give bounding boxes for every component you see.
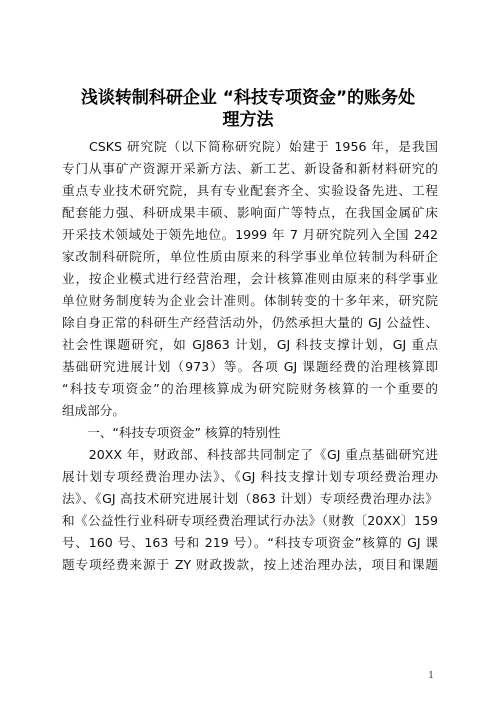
body-line: 号、160 号、163 号和 219 号）。“科技专项资金”核算的 GJ 课	[62, 535, 438, 550]
body-line: 家改制科研院所，单位性质由原来的科学事业单位转制为科研企	[62, 249, 438, 264]
title-line-1: 浅谈转制科研企业 “科技专项资金”的账务处	[80, 88, 416, 108]
body-line: 社会性课题研究，如 GJ863 计划，GJ 科技支撑计划，GJ 重点	[62, 337, 438, 352]
body-line: “科技专项资金”的治理核算成为研究院财务核算的一个重要的	[62, 381, 438, 396]
body-line: 组成部分。	[62, 403, 125, 418]
body-line: 和《公益性行业科研专项经费治理试行办法》（财教〔20XX〕159	[62, 513, 438, 528]
body-line: 重点专业技术研究院，具有专业配套齐全、实验设备先进、工程	[62, 183, 438, 198]
body-line: 法》、《GJ 高技术研究进展计划（863 计划）专项经费治理办法》	[62, 491, 438, 506]
page-number: 1	[428, 671, 434, 681]
document-title	[60, 87, 436, 131]
title-line-2: 理方法	[222, 110, 274, 130]
body-line: 除自身正常的科研生产经营活动外，仍然承担大量的 GJ 公益性、	[62, 315, 438, 330]
body-line: CSKS 研究院（以下简称研究院）始建于 1956 年，是我国	[62, 139, 438, 154]
body-line: 专门从事矿产资源开采新方法、新工艺、新设备和新材料研究的	[62, 161, 438, 176]
section-heading: 一、“科技专项资金” 核算的特别性	[62, 425, 281, 440]
body-line: 基础研究进展计划（973）等。各项 GJ 课题经费的治理核算即	[62, 359, 438, 374]
body-line: 开采技术领域处于领先地位。1999 年 7 月研究院列入全国 242	[62, 227, 438, 242]
body-line: 配套能力强、科研成果丰硕、影响面广等特点，在我国金属矿床	[62, 205, 438, 220]
document-body	[62, 136, 438, 576]
body-line: 20XX 年，财政部、科技部共同制定了《GJ 重点基础研究进	[62, 447, 438, 462]
body-line: 业，按企业模式进行经营治理，会计核算准则由原来的科学事业	[62, 271, 438, 286]
body-line: 题专项经费来源于 ZY 财政拨款，按上述治理办法，项目和课题	[62, 557, 438, 572]
body-line: 单位财务制度转为企业会计准则。体制转变的十多年来，研究院	[62, 293, 438, 308]
body-line: 展计划专项经费治理办法》、《GJ 科技支撑计划专项经费治理办	[62, 469, 438, 484]
